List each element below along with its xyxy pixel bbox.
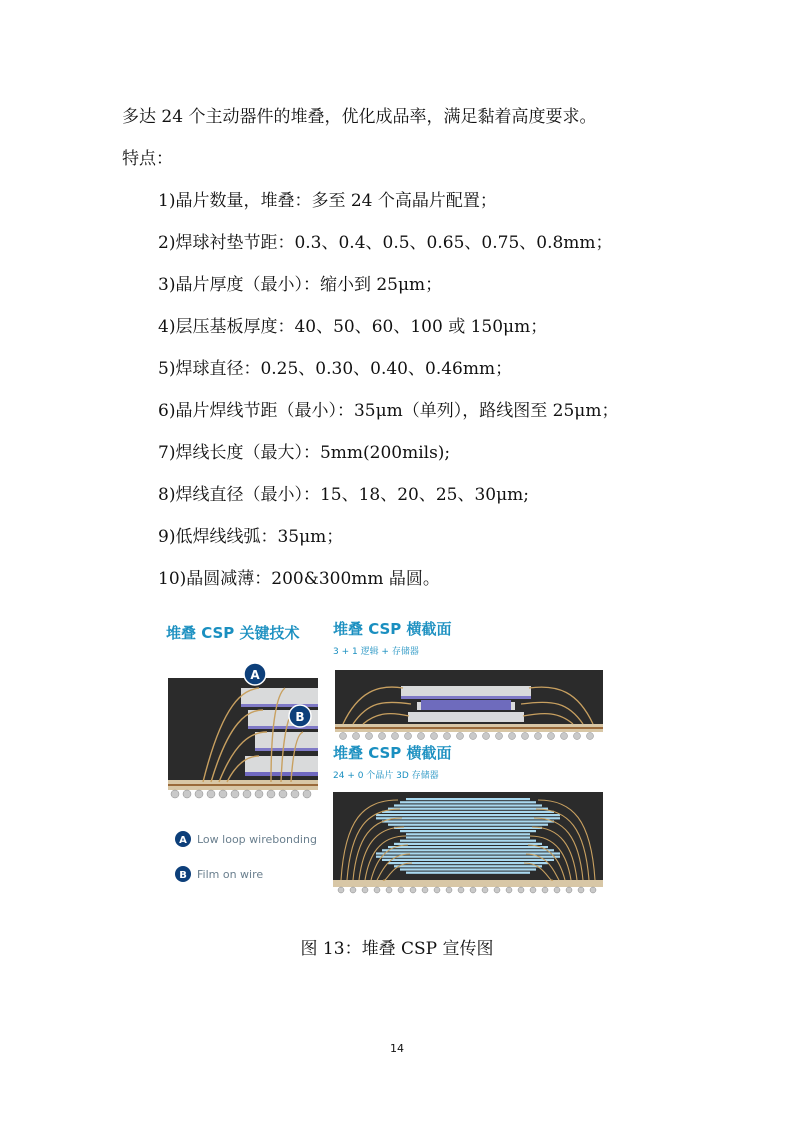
feature-item: 1)晶片数量，堆叠：多至 24 个高晶片配置；: [158, 191, 497, 211]
stacked-die: [400, 830, 536, 832]
top-right-title: 堆叠 CSP 横截面: [333, 620, 452, 638]
stacked-die: [382, 849, 554, 851]
intro-paragraph: 多达 24 个主动器件的堆叠，优化成品率，满足黏着高度要求。: [122, 107, 597, 127]
feature-item: 4)层压基板厚度：40、50、60、100 或 150μm；: [158, 317, 548, 337]
svg-text:B: B: [295, 710, 305, 724]
features-heading: 特点：: [122, 149, 173, 169]
stacked-die: [376, 856, 560, 858]
marker-b-icon: [289, 705, 311, 727]
feature-item: 2)焊球衬垫节距：0.3、0.4、0.5、0.65、0.75、0.8mm；: [158, 233, 613, 253]
figure-caption: 图 13：堆叠 CSP 宣传图: [300, 939, 494, 959]
svg-text:A: A: [250, 668, 260, 682]
left-package-illustration: [168, 678, 318, 798]
svg-text:Film on wire: Film on wire: [197, 868, 264, 881]
marker-a-icon: [244, 663, 266, 685]
svg-text:A: A: [179, 835, 187, 846]
left-panel-title: 堆叠 CSP 关键技术: [166, 624, 300, 642]
stacked-die: [400, 840, 536, 842]
stacked-die: [388, 846, 548, 848]
stacked-die: [406, 833, 530, 835]
stacked-csp-figure: [163, 612, 610, 897]
stacked-die: [394, 843, 542, 845]
stacked-die: [376, 814, 560, 816]
bottom-right-title: 堆叠 CSP 横截面: [333, 744, 452, 762]
top-right-subtitle: 3 + 1 逻辑 + 存储器: [333, 647, 419, 657]
feature-item: 6)晶片焊线节距（最小）：35μm（单列），路线图至 25μm；: [158, 401, 619, 421]
bottom-right-subtitle: 24 + 0 个晶片 3D 存储器: [333, 771, 439, 781]
stacked-die: [406, 872, 530, 874]
stacked-die: [400, 801, 536, 803]
stacked-die: [394, 827, 542, 829]
stacked-die: [406, 836, 530, 838]
feature-item: 9)低焊线线弧：35μm；: [158, 527, 344, 547]
feature-item: 7)焊线长度（最大）：5mm(200mils);: [158, 443, 451, 463]
stacked-die: [394, 865, 542, 867]
stacked-die: [388, 824, 548, 826]
legend-b: [175, 866, 263, 882]
top-right-cross-section: [335, 670, 603, 740]
stacked-die: [406, 798, 530, 800]
feature-item: 8)焊线直径（最小）：15、18、20、25、30μm;: [158, 485, 530, 505]
bottom-right-cross-section: [333, 792, 603, 893]
feature-item: 3)晶片厚度（最小）：缩小到 25μm；: [158, 275, 443, 295]
svg-text:Low loop wirebonding: Low loop wirebonding: [197, 833, 317, 846]
feature-item: 10)晶圆减薄：200&300mm 晶圆。: [158, 569, 440, 589]
legend-a: [175, 831, 317, 847]
stacked-die: [394, 804, 542, 806]
stacked-die: [382, 811, 554, 813]
stacked-die: [376, 817, 560, 819]
stacked-die: [400, 868, 536, 870]
feature-item: 5)焊球直径：0.25、0.30、0.40、0.46mm；: [158, 359, 513, 379]
stacked-die: [388, 808, 548, 810]
page-number: 14: [390, 1042, 404, 1055]
stacked-die: [382, 820, 554, 822]
stacked-die: [382, 859, 554, 861]
svg-text:B: B: [179, 870, 187, 881]
